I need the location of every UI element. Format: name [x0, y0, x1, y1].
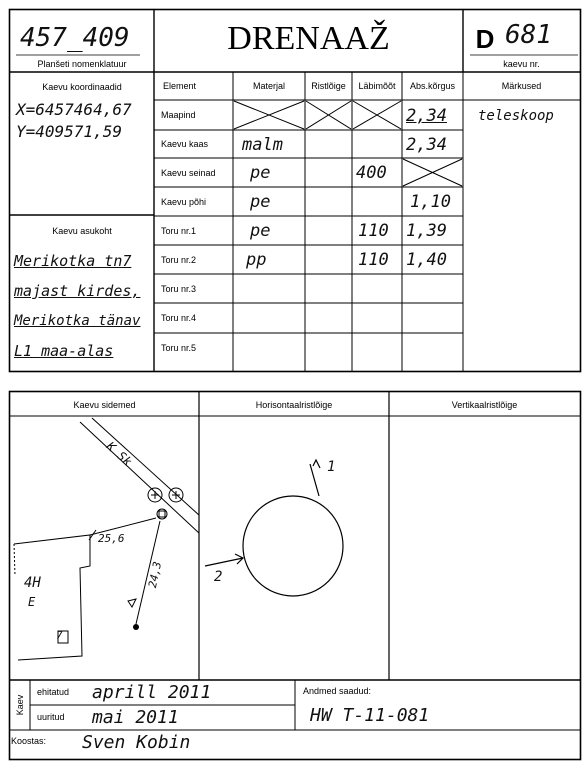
row-element: Toru nr.2	[161, 254, 197, 265]
row-element: Maapind	[161, 110, 196, 120]
location-line-3: Merikotka tänav	[14, 313, 141, 329]
location-line-2: majast kirdes,	[14, 282, 141, 300]
row-element: Toru nr.1	[161, 225, 197, 236]
building-sub: E	[28, 595, 36, 609]
abs-toru1: 1,39	[406, 221, 447, 241]
site-sketch	[10, 416, 199, 680]
section-vertical: Vertikaalristlõige	[451, 400, 518, 410]
sheet-number: 457_409	[20, 23, 130, 53]
horizontal-section-drawing	[199, 416, 389, 680]
building-label: 4H	[24, 575, 41, 591]
abs-toru2: 1,40	[406, 250, 447, 270]
row-element: Toru nr.5	[161, 343, 197, 353]
location-label: Kaevu asukoht	[52, 226, 112, 236]
section-connections: Kaevu sidemed	[73, 400, 136, 410]
corner-label: 7	[56, 628, 63, 642]
form-title: DRENAAŽ	[227, 20, 390, 57]
markused-maapind: teleskoop	[478, 108, 554, 124]
coord-x: X=6457464,67	[16, 99, 132, 119]
well-prefix: D	[475, 23, 495, 54]
th-abs: Abs.kõrgus	[409, 81, 456, 91]
dist-2: 24,3	[145, 560, 164, 589]
built-value: aprill 2011	[92, 681, 212, 703]
row-element: Kaevu kaas	[161, 139, 209, 149]
materjal-seinad: pe	[250, 163, 271, 183]
coordinates-label: Kaevu koordinaadid	[42, 82, 122, 92]
location-line-4: L1 maa-alas	[14, 342, 114, 360]
author-value: Sven Kobin	[82, 731, 191, 753]
th-materjal: Materjal	[252, 81, 285, 91]
abs-kaas: 2,34	[406, 135, 447, 155]
target-point-marker	[133, 624, 139, 630]
surveyed-label: uuritud	[37, 712, 65, 722]
dist-1: 25,6	[98, 531, 125, 545]
abs-pohi: 1,10	[410, 192, 451, 212]
th-labimoot: Läbimõõt	[358, 81, 396, 91]
row-element: Toru nr.4	[161, 313, 197, 323]
built-label: ehitatud	[37, 687, 70, 697]
source-value: HW T-11-081	[310, 704, 430, 726]
materjal-toru1: pe	[250, 221, 271, 241]
section-horizontal: Horisontaalristlõige	[255, 400, 333, 410]
author-label: Koostas:	[11, 736, 47, 746]
coord-y: Y=409571,59	[16, 121, 122, 141]
well-number: 681	[505, 20, 552, 50]
flag-icon	[128, 599, 136, 607]
materjal-pohi: pe	[250, 192, 271, 212]
th-markused: Märkused	[501, 81, 542, 91]
pipe-mark-2: 2	[214, 569, 223, 585]
source-label: Andmed saadud:	[303, 686, 372, 696]
materjal-kaas: malm	[242, 135, 283, 155]
pipe-mark-1: 1	[327, 459, 336, 475]
well-label: kaevu nr.	[503, 59, 540, 69]
row-element: Kaevu seinad	[161, 167, 216, 178]
th-element: Element	[163, 81, 197, 91]
labimoot-seinad: 400	[356, 163, 387, 183]
abs-maapind: 2,34	[406, 106, 447, 126]
sheet-label: Planšeti nomenklatuur	[37, 59, 127, 69]
surveyed-value: mai 2011	[92, 706, 179, 728]
kaev-label: Kaev	[15, 694, 25, 716]
location-line-1: Merikotka tn7	[14, 252, 132, 270]
th-ristloige: Ristlõige	[311, 81, 346, 91]
row-element: Kaevu põhi	[161, 196, 207, 207]
pipe-label: K Sk	[103, 439, 135, 469]
labimoot-toru2: 110	[358, 250, 389, 270]
materjal-toru2: pp	[246, 250, 267, 270]
row-element: Toru nr.3	[161, 283, 197, 294]
labimoot-toru1: 110	[358, 221, 389, 241]
